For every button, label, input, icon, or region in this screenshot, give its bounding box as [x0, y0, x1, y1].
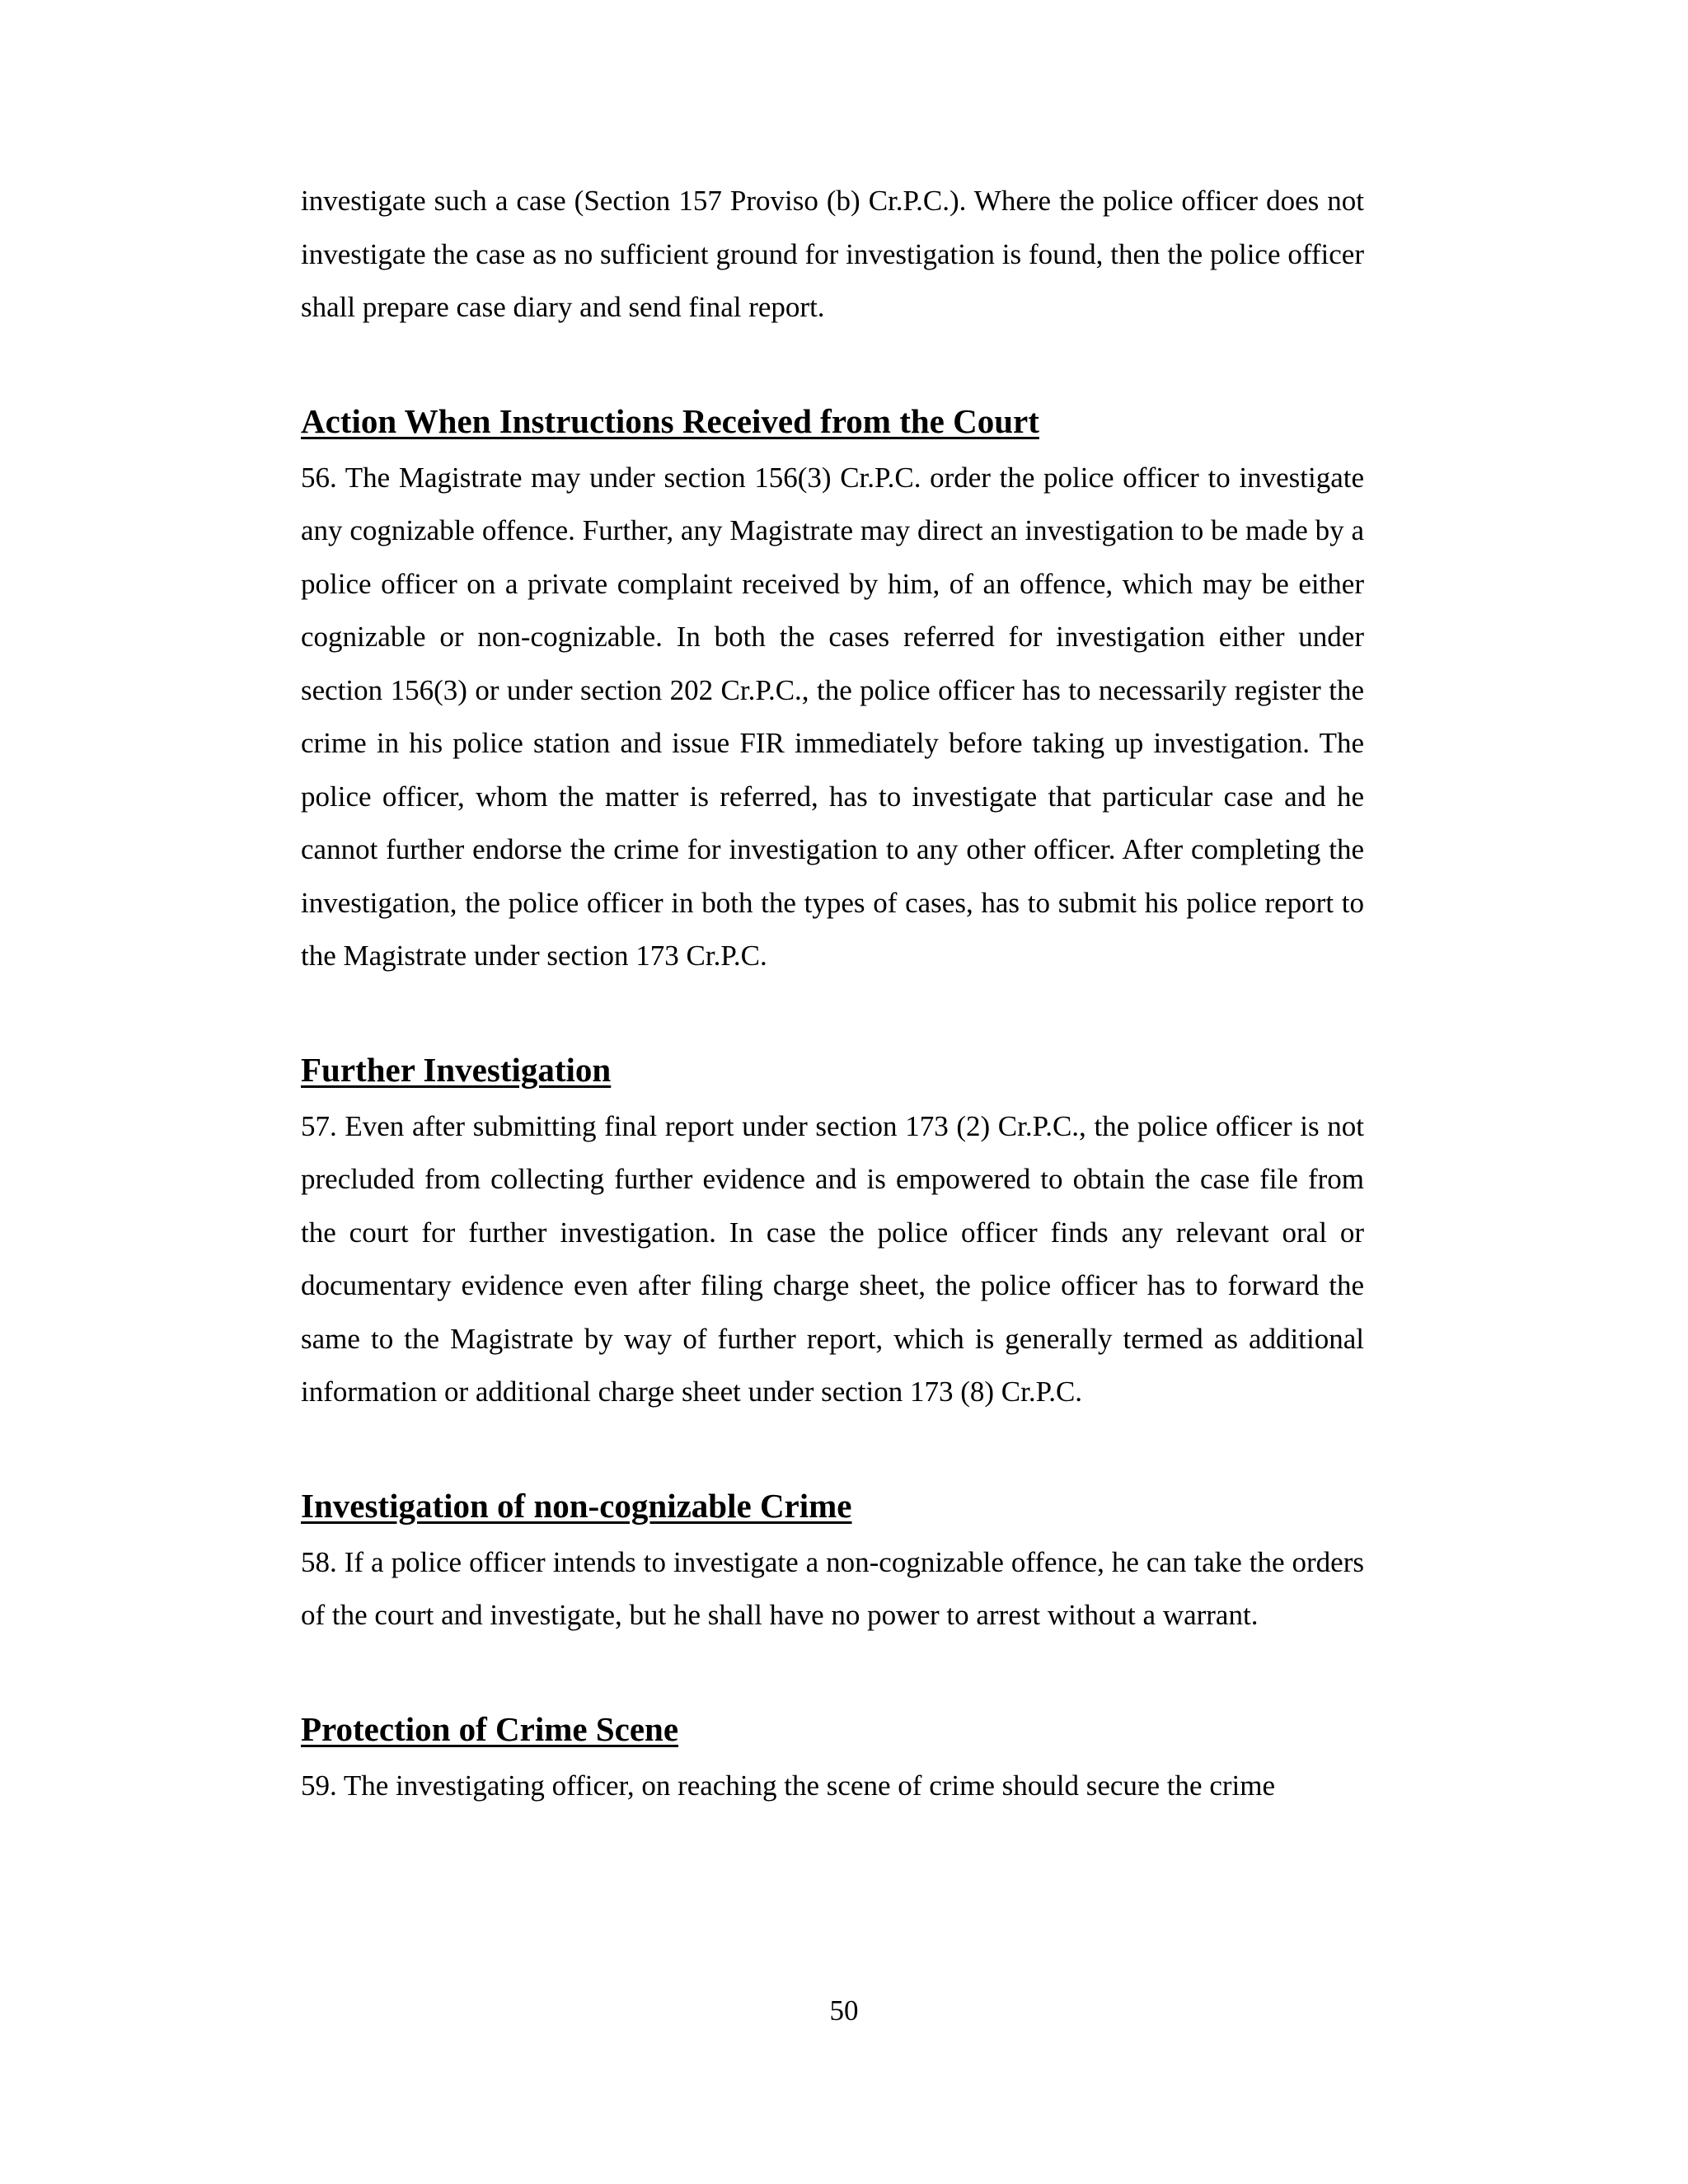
page-number: 50 [829, 1994, 859, 2027]
heading-protection-of-crime-scene: Protection of Crime Scene [301, 1709, 679, 1748]
paragraph-continuation: investigate such a case (Section 157 Proviso (b) Cr.P.C.). Where the police officer does not investigate the case as no sufficient ground for investigation is found, then the police officer shall prepare case diary and send final report. [301, 185, 1364, 323]
paragraph-57: 57. Even after submitting final report under section 173 (2) Cr.P.C., the police officer is not precluded from collecting further evidence and is empowered to obtain the case file from the court for further investigation. In case the police officer finds any relevant oral or documentary evidence even after filing charge sheet, the police officer has to forward the same to the Magistrate by way of further report, which is generally termed as additional information or additional charge sheet under section 173 (8) Cr.P.C. [301, 1109, 1364, 1408]
document-page [301, 175, 1364, 1812]
heading-investigation-non-cognizable-crime: Investigation of non-cognizable Crime [301, 1486, 852, 1525]
paragraph-58: 58. If a police officer intends to investigate a non-cognizable offence, he can take the orders of the court and investigate, but he shall have no power to arrest without a warrant. [301, 1545, 1364, 1631]
heading-action-when-instructions-received: Action When Instructions Received from the Court [301, 401, 1039, 440]
heading-further-investigation: Further Investigation [301, 1050, 612, 1089]
paragraph-56: 56. The Magistrate may under section 156(3) Cr.P.C. order the police officer to investigate any cognizable offence. Further, any Magistrate may direct an investigation to be made by a police officer on a private complaint received by him, of an offence, which may be either cognizable or non-cognizable. In both the cases referred for investigation either under section 156(3) or under section 202 Cr.P.C., the police officer has to necessarily register the crime in his police station and issue FIR immediately before taking up investigation. The police officer, whom the matter is referred, has to investigate that particular case and he cannot further endorse the crime for investigation to any other officer. After completing the investigation, the police officer in both the types of cases, has to submit his police report to the Magistrate under section 173 Cr.P.C. [301, 461, 1364, 972]
paragraph-59: 59. The investigating officer, on reaching the scene of crime should secure the crime [301, 1769, 1276, 1802]
